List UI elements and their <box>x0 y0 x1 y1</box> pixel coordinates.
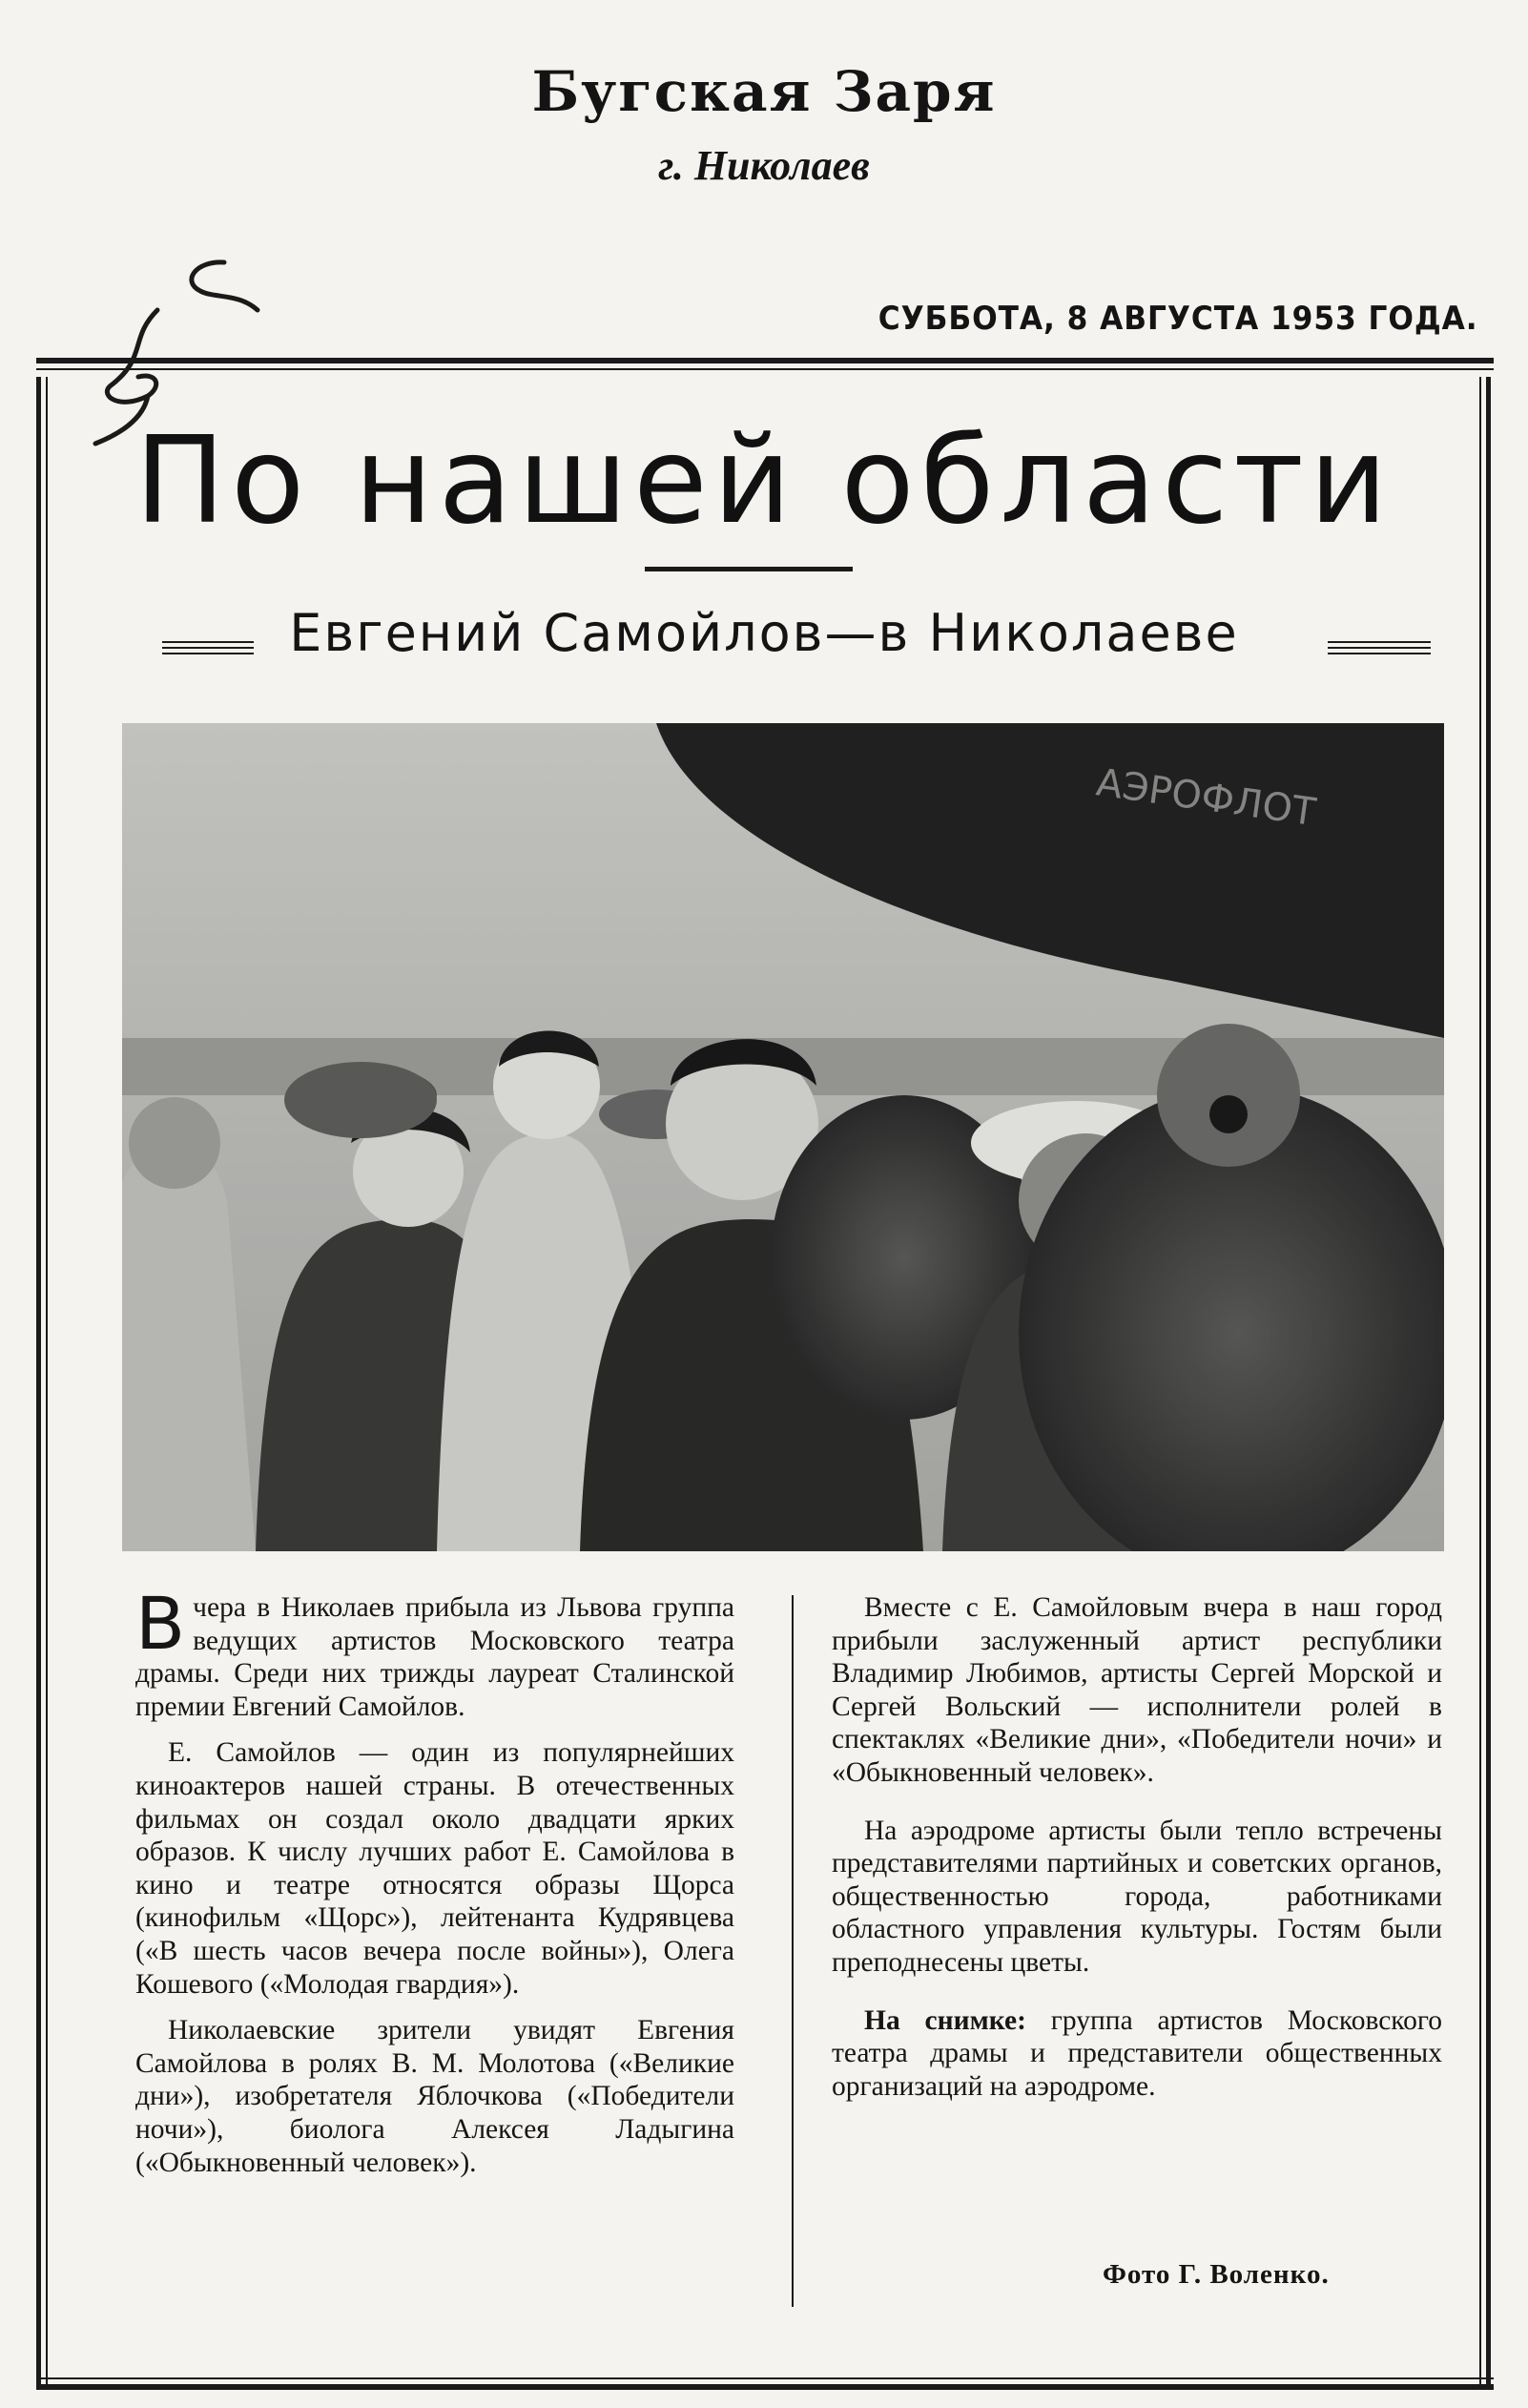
frame-border-right <box>1486 377 1491 2390</box>
dropcap: В <box>135 1581 186 1666</box>
paragraph-3: Николаевские зрители увидят Евгения Самойлова в ролях В. М. Молотова («Великие дни»), изобретателя Яблочкова («Победители ночи»), биолога Алексея Ладыгина («Обыкновенный человек»). <box>135 2015 734 2178</box>
paragraph-2: Е. Самойлов — один из популярнейших киноактеров нашей страны. В отечественных фильмах он создал около двадцати ярких образов. К числу лучших работ Е. Самойлова в кино и театре относятся образы Щорса (кинофильм «Щорс»), лейтенанта Кудрявцева («В шесть часов вечера после войны»), Олега Кошевого («Молодая гвардия»). <box>135 1737 734 2000</box>
newspaper-name: Бугская Заря <box>531 59 997 124</box>
paragraph-1-text: чера в Николаев прибыла из Львова группа ведущих артистов Московского театра драмы. Среди них трижды лауреат Сталинской премии Евгений Самойлов. <box>135 1592 734 1722</box>
photo-caption <box>832 2004 1442 2104</box>
paragraph-5: На аэродроме артисты были тепло встречены представителями партийных и советских органов, общественностью города, работниками областного управления культуры. Гостям были преподнесены цветы. <box>832 1815 1442 1978</box>
newspaper-city: г. Николаев <box>658 142 870 189</box>
article-photo <box>122 723 1444 1551</box>
title-underline <box>645 567 853 571</box>
caption-lead: На снимке: <box>864 2004 1026 2036</box>
caption-text: группа артистов Московского театра драмы и представители общественных организаций на аэродроме. <box>832 2004 1442 2102</box>
bottom-rule <box>36 2384 1494 2390</box>
article-headline: Евгений Самойлов—в Николаеве <box>289 603 1239 663</box>
issue-date: СУББОТА, 8 АВГУСТА 1953 ГОДА. <box>878 300 1478 338</box>
frame-border-right-inner <box>1479 377 1481 2390</box>
plane-lettering: АЭРОФЛОТ <box>1093 760 1319 836</box>
masthead-rule <box>36 358 1494 363</box>
headline-ornament-right <box>1328 641 1431 654</box>
column-divider <box>792 1595 794 2307</box>
paragraph-1 <box>135 1581 734 1723</box>
masthead-rule-thin <box>36 368 1494 370</box>
article-column-2 <box>832 1591 1442 2116</box>
section-title: По нашей области <box>134 410 1394 550</box>
photo-credit: Фото Г. Воленко. <box>1103 2259 1330 2290</box>
article-column-1 <box>135 1581 734 2192</box>
frame-border-left-inner <box>46 377 48 2390</box>
frame-border-left <box>36 377 41 2390</box>
paragraph-4: Вместе с Е. Самойловым вчера в наш город прибыли заслуженный артист республики Владимир Любимов, артисты Сергей Морской и Сергей Вольский — исполнители ролей в спектаклях «Великие дни», «Победители ночи» и «Обыкновенный человек». <box>832 1592 1442 1788</box>
bottom-rule-thin <box>36 2377 1494 2379</box>
photo-scene <box>122 723 1444 1551</box>
